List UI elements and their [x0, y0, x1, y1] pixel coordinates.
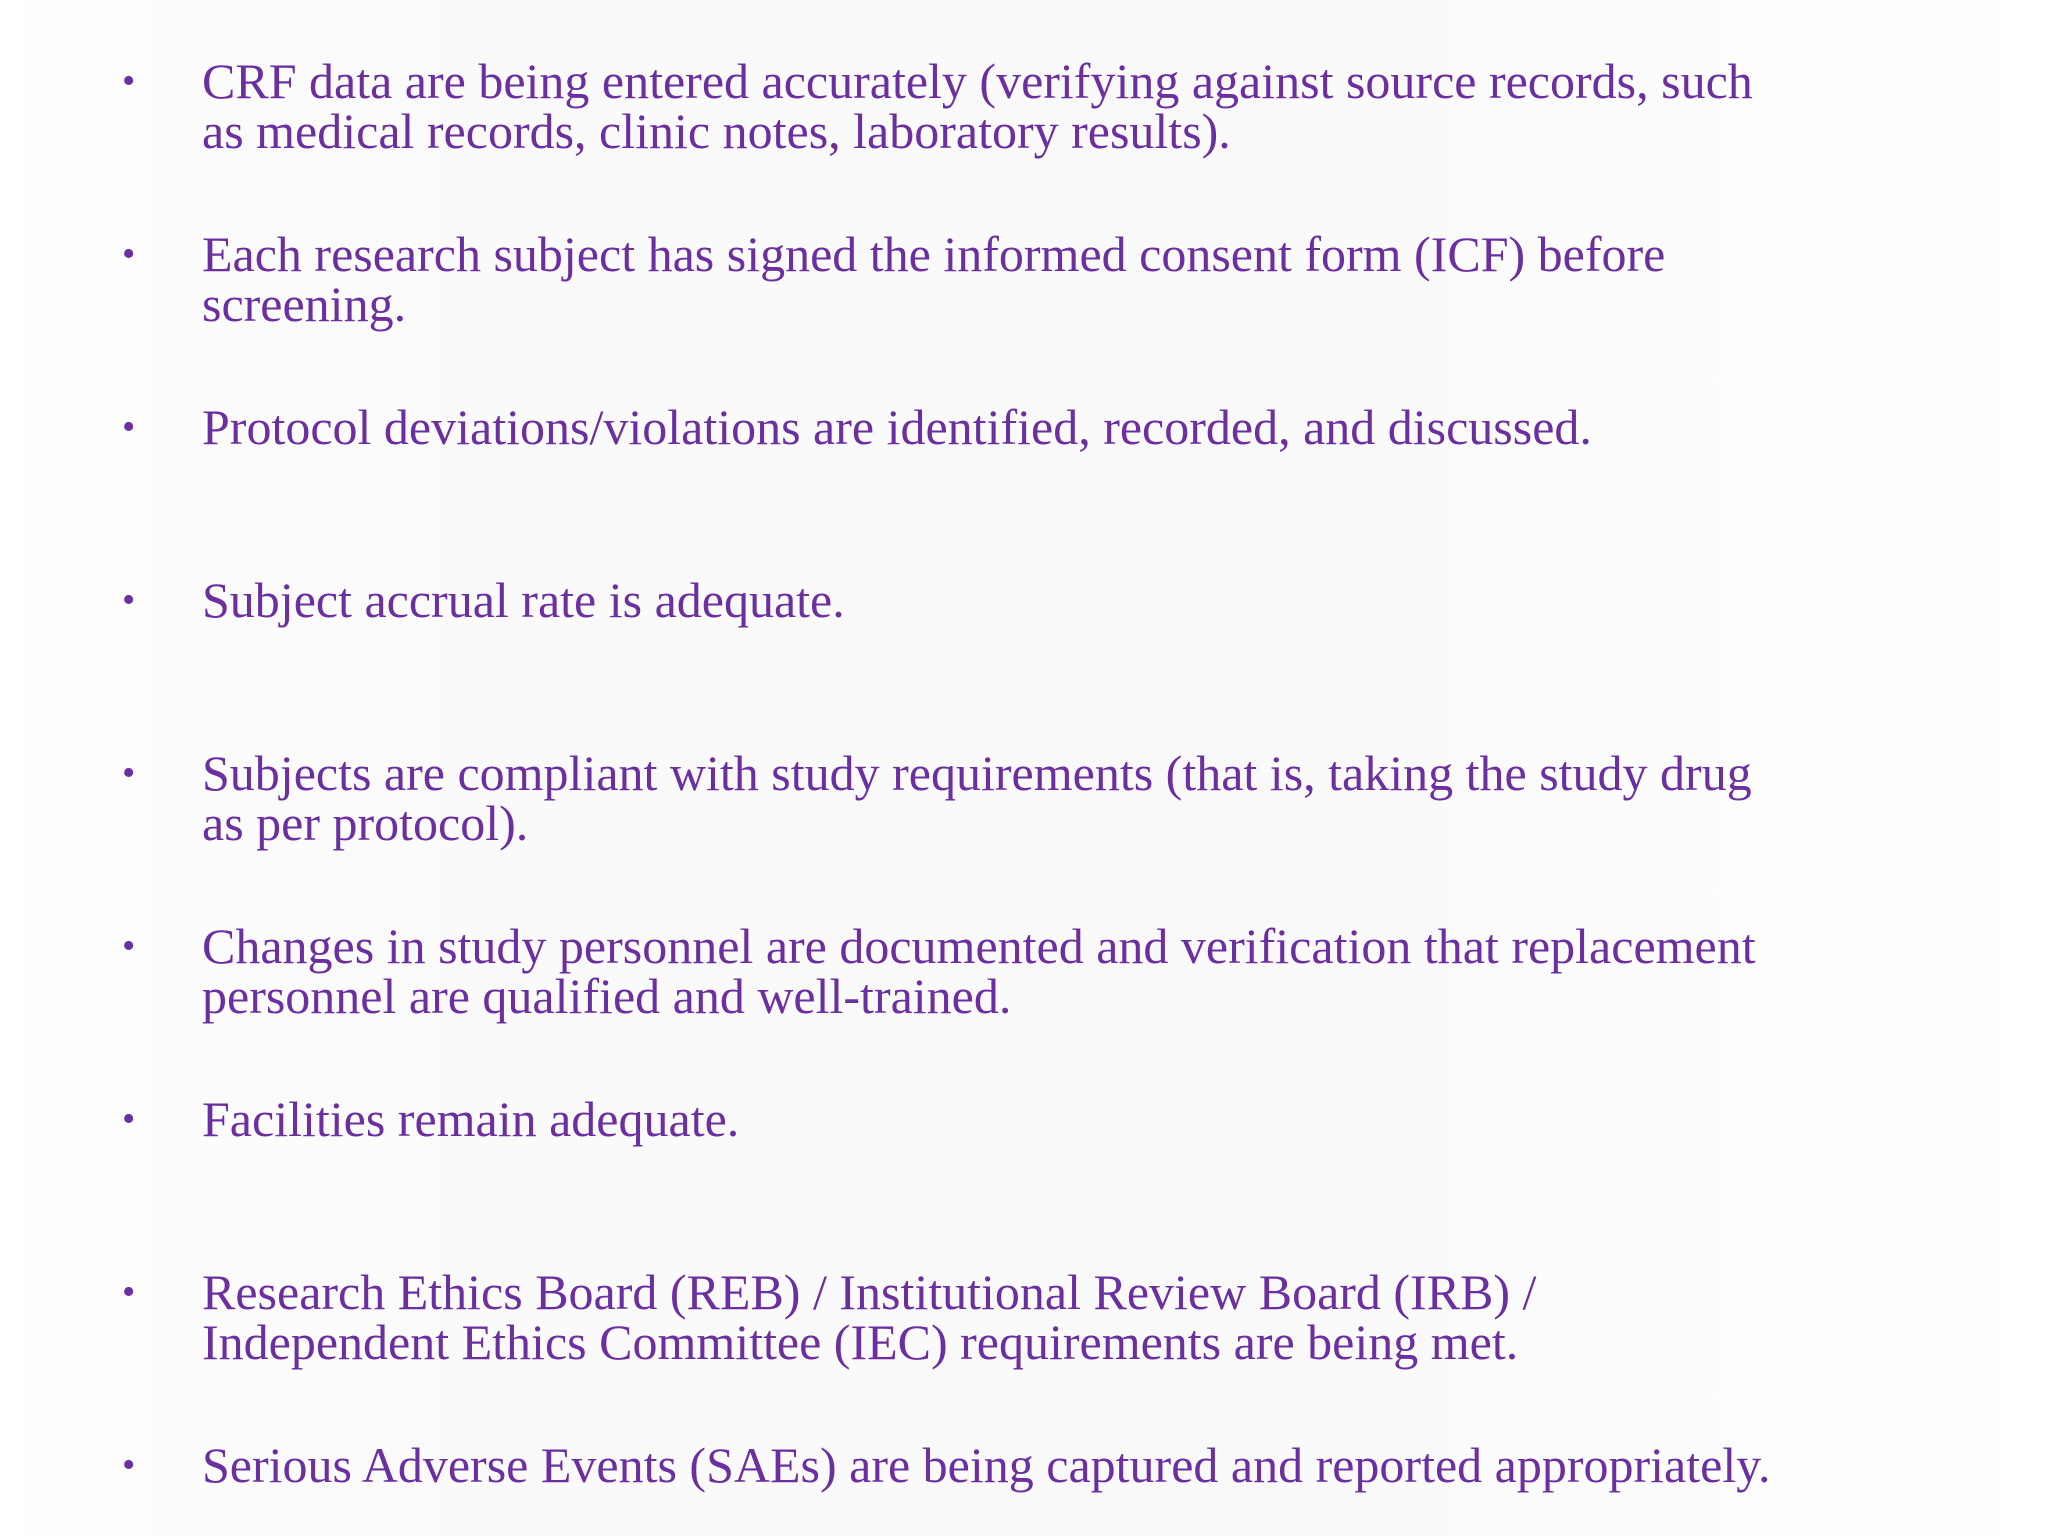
bullet-list	[120, 53, 2000, 1493]
bullet-icon: •	[122, 1098, 136, 1140]
list-item	[120, 745, 2000, 851]
bullet-icon: •	[122, 925, 136, 967]
bullet-icon: •	[122, 579, 136, 621]
bullet-text: Each research subject has signed the informed consent form (ICF) before screening.	[202, 226, 1666, 332]
list-item	[120, 1264, 2000, 1370]
bullet-icon: •	[122, 1271, 136, 1313]
bullet-text: Changes in study personnel are documented and verification that replacement personnel are qualified and well-trained.	[202, 918, 1756, 1024]
bullet-icon: •	[122, 752, 136, 794]
bullet-text: Subjects are compliant with study requirements (that is, taking the study drug as per protocol).	[202, 745, 1752, 851]
bullet-text: Serious Adverse Events (SAEs) are being captured and reported appropriately.	[202, 1437, 1771, 1493]
bullet-icon: •	[122, 406, 136, 448]
bullet-text: Subject accrual rate is adequate.	[202, 572, 845, 628]
bullet-icon: •	[122, 233, 136, 275]
list-item	[120, 226, 2000, 332]
bullet-text: Facilities remain adequate.	[202, 1091, 740, 1147]
bullet-text: Protocol deviations/violations are identified, recorded, and discussed.	[202, 399, 1592, 455]
list-item	[120, 53, 2000, 159]
list-item	[120, 399, 2000, 455]
bullet-icon: •	[122, 1444, 136, 1486]
list-item	[120, 572, 2000, 628]
bullet-icon: •	[122, 60, 136, 102]
list-item	[120, 1437, 2000, 1493]
bullet-text: Research Ethics Board (REB) / Institutional Review Board (IRB) / Independent Ethics Committee (IEC) requirements are being met.	[202, 1264, 1537, 1370]
list-item	[120, 1091, 2000, 1147]
bullet-text: CRF data are being entered accurately (verifying against source records, such as medical records, clinic notes, laboratory results).	[202, 53, 1753, 159]
list-item	[120, 918, 2000, 1024]
